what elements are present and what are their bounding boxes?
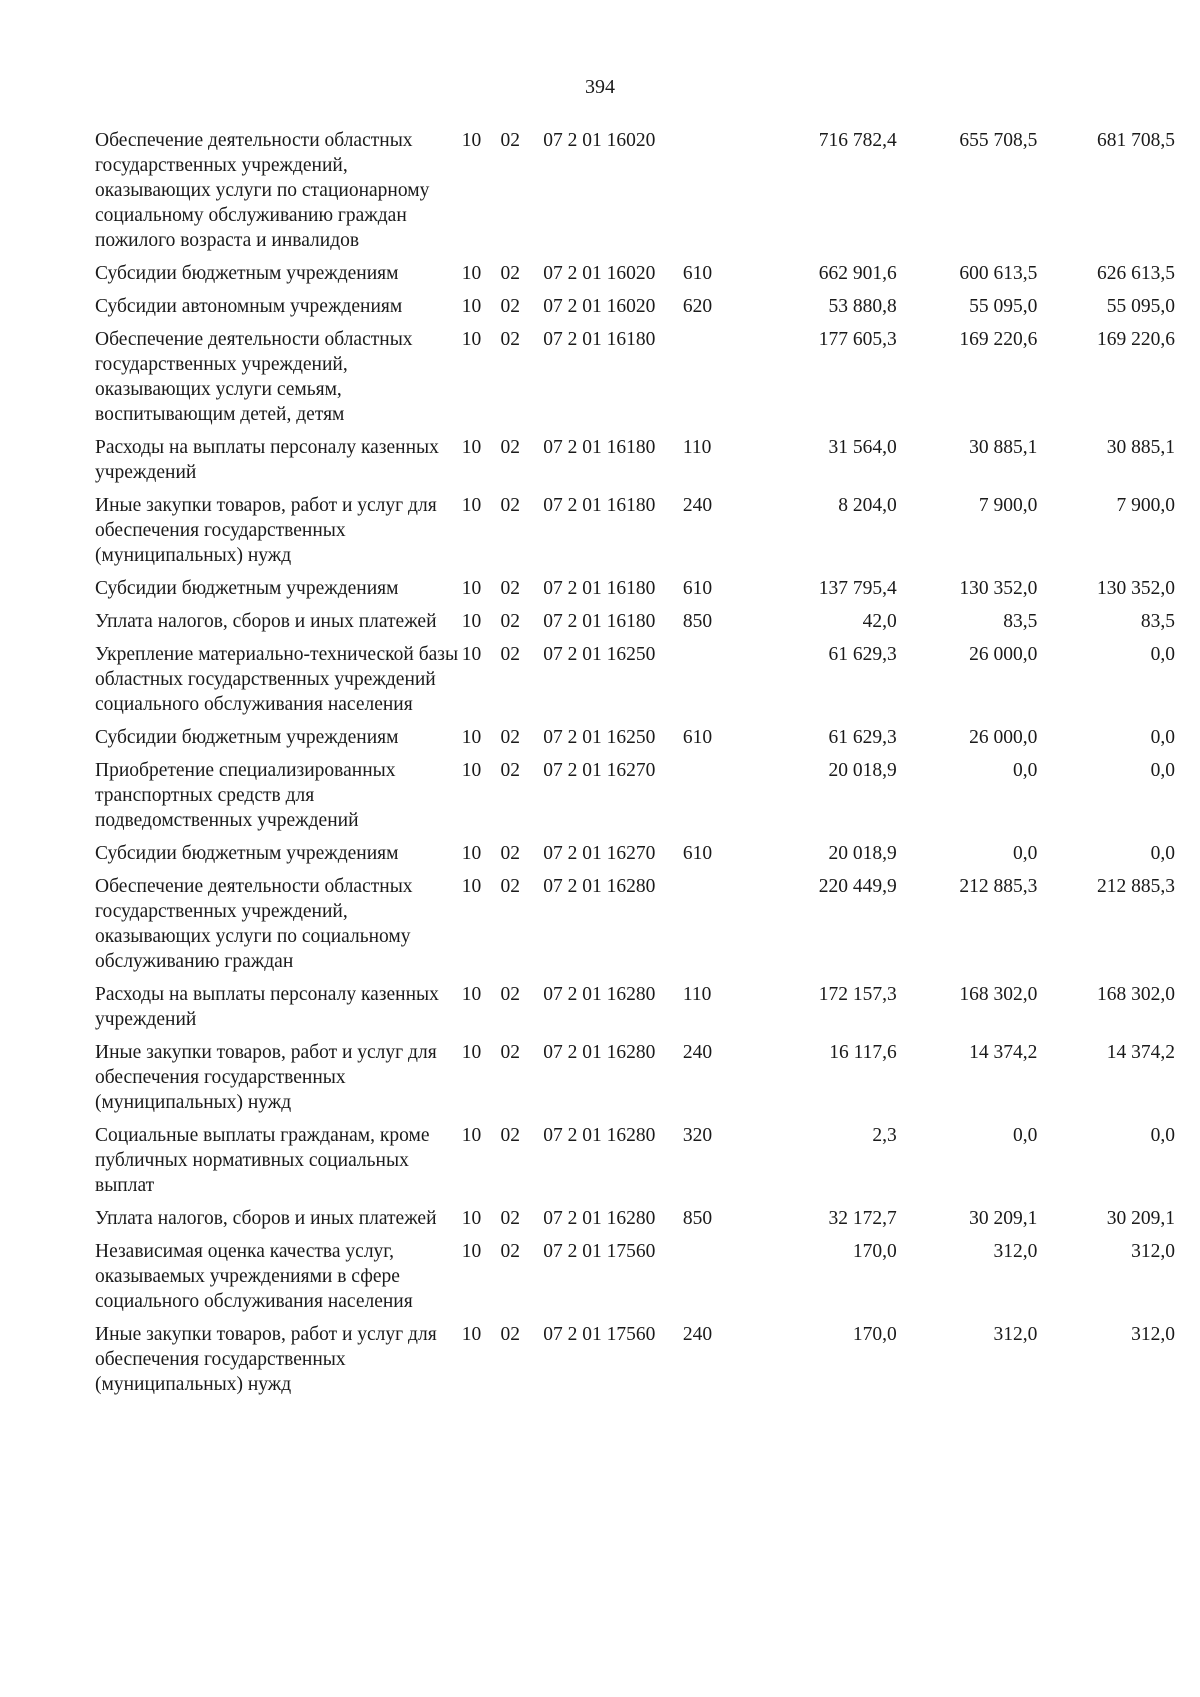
row-target-article: 07 2 01 16180 — [543, 578, 656, 599]
table-body — [95, 128, 1175, 1405]
table-row — [95, 1206, 1175, 1239]
row-amount-year-1: 177 605,3 — [818, 329, 897, 350]
row-amount-year-2: 30 209,1 — [969, 1208, 1038, 1229]
row-name: Субсидии бюджетным учреждениям — [95, 727, 399, 748]
row-amount-year-2: 30 885,1 — [969, 437, 1038, 458]
row-subsection: 02 — [500, 644, 520, 665]
row-amount-year-1: 16 117,6 — [829, 1042, 897, 1063]
table-row — [95, 758, 1175, 841]
row-subsection: 02 — [500, 578, 520, 599]
row-name: Обеспечение деятельности областных государственных учреждений, оказывающих услуги по социальному обслуживанию граждан — [95, 876, 413, 972]
row-subsection: 02 — [500, 495, 520, 516]
row-section: 10 — [461, 1241, 482, 1262]
table-row — [95, 1239, 1175, 1322]
row-expense-type — [683, 642, 744, 725]
row-name: Иные закупки товаров, работ и услуг для обеспечения государственных (муниципальных) нужд — [95, 495, 437, 566]
row-name: Обеспечение деятельности областных государственных учреждений, оказывающих услуги по стационарному социальному обслуживанию граждан пожилого возраста и инвалидов — [95, 130, 430, 251]
table-row — [95, 261, 1175, 294]
row-expense-type: 610 — [682, 727, 713, 748]
row-amount-year-1: 61 629,3 — [828, 727, 897, 748]
table-row — [95, 576, 1175, 609]
row-subsection: 02 — [500, 727, 520, 748]
row-name: Субсидии бюджетным учреждениям — [95, 263, 399, 284]
row-amount-year-2: 212 885,3 — [959, 876, 1038, 897]
row-amount-year-2: 0,0 — [1013, 760, 1038, 781]
row-expense-type: 850 — [682, 1208, 713, 1229]
row-amount-year-3: 626 613,5 — [1097, 263, 1175, 284]
row-name: Субсидии бюджетным учреждениям — [95, 843, 399, 864]
row-target-article: 07 2 01 16180 — [543, 329, 656, 350]
row-amount-year-2: 130 352,0 — [959, 578, 1038, 599]
table-row — [95, 841, 1175, 874]
row-expense-type: 110 — [682, 984, 712, 1005]
row-amount-year-2: 7 900,0 — [978, 495, 1038, 516]
row-expense-type: 240 — [682, 495, 713, 516]
table-row — [95, 609, 1175, 642]
row-subsection: 02 — [500, 760, 520, 781]
row-subsection: 02 — [500, 1324, 520, 1345]
row-name: Укрепление материально-технической базы областных государственных учреждений социального обслуживания населения — [95, 644, 459, 715]
row-amount-year-1: 20 018,9 — [828, 760, 897, 781]
row-subsection: 02 — [500, 1042, 520, 1063]
row-amount-year-2: 0,0 — [1013, 843, 1038, 864]
row-target-article: 07 2 01 16020 — [543, 296, 656, 317]
row-target-article: 07 2 01 16280 — [543, 984, 656, 1005]
row-subsection: 02 — [500, 329, 520, 350]
row-target-article: 07 2 01 16180 — [543, 437, 656, 458]
table-row — [95, 294, 1175, 327]
row-name: Уплата налогов, сборов и иных платежей — [95, 1208, 437, 1229]
row-amount-year-2: 168 302,0 — [959, 984, 1038, 1005]
row-amount-year-2: 0,0 — [1013, 1125, 1038, 1146]
row-subsection: 02 — [500, 437, 520, 458]
row-amount-year-3: 0,0 — [1150, 1125, 1175, 1146]
row-section: 10 — [461, 760, 482, 781]
row-expense-type: 320 — [682, 1125, 713, 1146]
table-row — [95, 1040, 1175, 1123]
row-subsection: 02 — [500, 843, 520, 864]
table-row — [95, 982, 1175, 1040]
row-section: 10 — [461, 727, 482, 748]
row-target-article: 07 2 01 16280 — [543, 1208, 656, 1229]
row-amount-year-3: 0,0 — [1150, 843, 1175, 864]
row-amount-year-3: 0,0 — [1150, 760, 1175, 781]
row-amount-year-1: 32 172,7 — [828, 1208, 897, 1229]
table-row — [95, 874, 1175, 982]
row-subsection: 02 — [500, 1208, 520, 1229]
row-expense-type — [683, 128, 744, 261]
row-amount-year-1: 170,0 — [852, 1241, 897, 1262]
row-amount-year-1: 8 204,0 — [838, 495, 897, 516]
row-amount-year-2: 14 374,2 — [969, 1042, 1038, 1063]
row-expense-type: 610 — [682, 578, 713, 599]
row-target-article: 07 2 01 16180 — [543, 495, 656, 516]
row-target-article: 07 2 01 16250 — [543, 644, 656, 665]
table-row — [95, 1322, 1175, 1405]
row-amount-year-2: 655 708,5 — [959, 130, 1038, 151]
page-number: 394 — [585, 76, 615, 98]
row-target-article: 07 2 01 17560 — [543, 1324, 656, 1345]
row-name: Социальные выплаты гражданам, кроме публичных нормативных социальных выплат — [95, 1125, 430, 1196]
row-expense-type — [683, 327, 744, 435]
row-amount-year-3: 312,0 — [1131, 1241, 1175, 1262]
row-section: 10 — [461, 130, 482, 151]
row-target-article: 07 2 01 16280 — [543, 1125, 656, 1146]
row-target-article: 07 2 01 16270 — [543, 760, 656, 781]
row-subsection: 02 — [500, 984, 520, 1005]
row-amount-year-1: 31 564,0 — [828, 437, 897, 458]
row-amount-year-3: 14 374,2 — [1106, 1042, 1175, 1063]
row-subsection: 02 — [500, 611, 520, 632]
row-amount-year-2: 26 000,0 — [969, 644, 1038, 665]
row-subsection: 02 — [500, 263, 520, 284]
row-section: 10 — [461, 843, 482, 864]
row-amount-year-1: 662 901,6 — [818, 263, 897, 284]
table-row — [95, 725, 1175, 758]
row-section: 10 — [461, 1042, 482, 1063]
row-expense-type: 240 — [682, 1042, 713, 1063]
row-amount-year-2: 169 220,6 — [959, 329, 1038, 350]
row-amount-year-3: 7 900,0 — [1116, 495, 1175, 516]
row-amount-year-1: 220 449,9 — [818, 876, 897, 897]
row-name: Уплата налогов, сборов и иных платежей — [95, 611, 437, 632]
row-section: 10 — [461, 984, 482, 1005]
row-section: 10 — [461, 263, 482, 284]
row-expense-type — [683, 874, 744, 982]
budget-table — [95, 128, 1175, 1405]
row-name: Независимая оценка качества услуг, оказываемых учреждениями в сфере социального обслуживания населения — [95, 1241, 413, 1312]
row-name: Субсидии автономным учреждениям — [95, 296, 403, 317]
row-name: Иные закупки товаров, работ и услуг для обеспечения государственных (муниципальных) нужд — [95, 1324, 437, 1395]
row-amount-year-1: 716 782,4 — [818, 130, 897, 151]
row-section: 10 — [461, 1125, 482, 1146]
row-subsection: 02 — [500, 876, 520, 897]
table-row — [95, 435, 1175, 493]
row-amount-year-1: 137 795,4 — [818, 578, 897, 599]
row-name: Расходы на выплаты персоналу казенных учреждений — [95, 984, 439, 1030]
row-section: 10 — [461, 1324, 482, 1345]
row-amount-year-3: 30 209,1 — [1106, 1208, 1175, 1229]
row-name: Расходы на выплаты персоналу казенных учреждений — [95, 437, 439, 483]
row-subsection: 02 — [500, 1241, 520, 1262]
row-section: 10 — [461, 437, 482, 458]
row-expense-type — [683, 1239, 744, 1322]
row-expense-type — [683, 758, 744, 841]
table-row — [95, 327, 1175, 435]
row-section: 10 — [461, 1208, 482, 1229]
row-amount-year-1: 172 157,3 — [818, 984, 897, 1005]
row-section: 10 — [461, 876, 482, 897]
table-row — [95, 493, 1175, 576]
table-row — [95, 128, 1175, 261]
table-row — [95, 642, 1175, 725]
table-row — [95, 1123, 1175, 1206]
row-target-article: 07 2 01 17560 — [543, 1241, 656, 1262]
row-name: Иные закупки товаров, работ и услуг для обеспечения государственных (муниципальных) нужд — [95, 1042, 437, 1113]
row-name: Обеспечение деятельности областных государственных учреждений, оказывающих услуги семьям, воспитывающим детей, детям — [95, 329, 413, 425]
row-expense-type: 620 — [682, 296, 713, 317]
row-amount-year-3: 0,0 — [1150, 727, 1175, 748]
row-target-article: 07 2 01 16020 — [543, 263, 656, 284]
row-section: 10 — [461, 644, 482, 665]
row-amount-year-3: 55 095,0 — [1106, 296, 1175, 317]
row-expense-type: 610 — [682, 843, 713, 864]
row-amount-year-1: 42,0 — [862, 611, 897, 632]
row-amount-year-3: 212 885,3 — [1097, 876, 1175, 897]
row-name: Приобретение специализированных транспортных средств для подведомственных учреждений — [95, 760, 396, 831]
row-expense-type: 610 — [682, 263, 713, 284]
row-section: 10 — [461, 611, 482, 632]
row-amount-year-1: 61 629,3 — [828, 644, 897, 665]
row-section: 10 — [461, 329, 482, 350]
row-subsection: 02 — [500, 296, 520, 317]
row-amount-year-1: 2,3 — [872, 1125, 897, 1146]
row-target-article: 07 2 01 16250 — [543, 727, 656, 748]
row-section: 10 — [461, 495, 482, 516]
row-amount-year-1: 20 018,9 — [828, 843, 897, 864]
row-target-article: 07 2 01 16020 — [543, 130, 656, 151]
row-amount-year-3: 0,0 — [1150, 644, 1175, 665]
row-amount-year-3: 168 302,0 — [1097, 984, 1175, 1005]
row-amount-year-3: 30 885,1 — [1106, 437, 1175, 458]
row-amount-year-2: 83,5 — [1003, 611, 1038, 632]
row-expense-type: 850 — [682, 611, 713, 632]
row-amount-year-2: 600 613,5 — [959, 263, 1038, 284]
row-amount-year-3: 312,0 — [1131, 1324, 1175, 1345]
row-amount-year-2: 312,0 — [993, 1241, 1038, 1262]
row-amount-year-1: 53 880,8 — [828, 296, 897, 317]
row-subsection: 02 — [500, 130, 520, 151]
row-section: 10 — [461, 296, 482, 317]
row-amount-year-2: 312,0 — [993, 1324, 1038, 1345]
row-amount-year-3: 83,5 — [1140, 611, 1175, 632]
row-amount-year-3: 169 220,6 — [1097, 329, 1175, 350]
row-subsection: 02 — [500, 1125, 520, 1146]
row-name: Субсидии бюджетным учреждениям — [95, 578, 399, 599]
row-target-article: 07 2 01 16180 — [543, 611, 656, 632]
row-amount-year-2: 26 000,0 — [969, 727, 1038, 748]
row-amount-year-2: 55 095,0 — [969, 296, 1038, 317]
row-amount-year-3: 681 708,5 — [1097, 130, 1175, 151]
row-target-article: 07 2 01 16270 — [543, 843, 656, 864]
row-expense-type: 240 — [682, 1324, 713, 1345]
row-target-article: 07 2 01 16280 — [543, 1042, 656, 1063]
row-amount-year-3: 130 352,0 — [1097, 578, 1175, 599]
row-target-article: 07 2 01 16280 — [543, 876, 656, 897]
row-expense-type: 110 — [682, 437, 712, 458]
row-section: 10 — [461, 578, 482, 599]
row-amount-year-1: 170,0 — [852, 1324, 897, 1345]
